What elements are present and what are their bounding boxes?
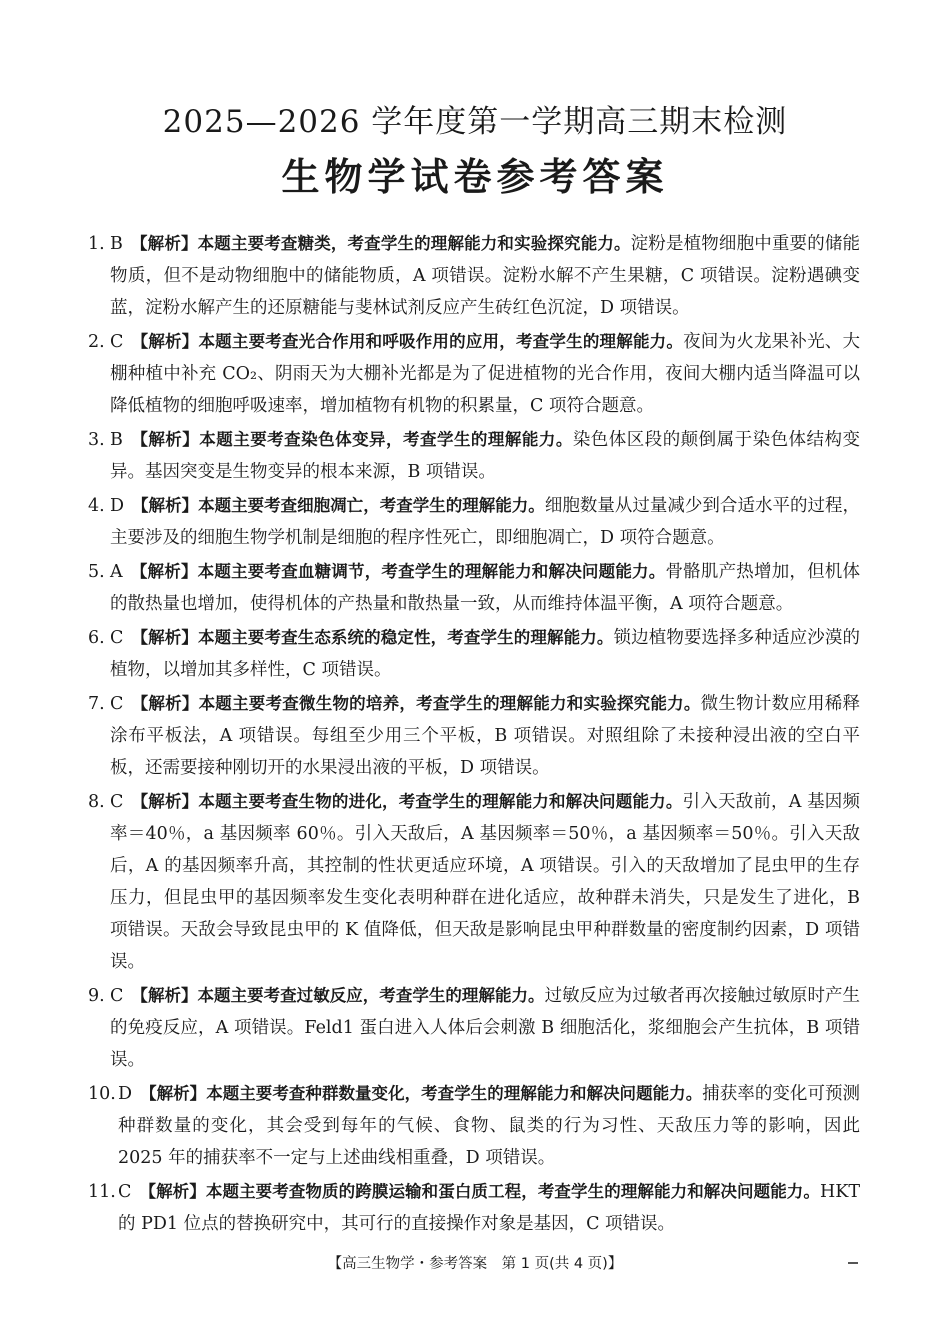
item-explanation: 夜间为火龙果补光、大棚种植中补充 CO₂、阴雨天为大棚补光都是为了促进植物的光合作用，夜间大棚内适当降温可以降低植物的细胞呼吸速率，增加植物有机物的积累量，C 项符合题意。 xyxy=(110,332,860,416)
item-focus: 【解析】本题主要考查生态系统的稳定性，考查学生的理解能力。 xyxy=(131,628,614,647)
item-number: 3. xyxy=(88,430,105,450)
item-focus: 【解析】本题主要考查种群数量变化，考查学生的理解能力和解决问题能力。 xyxy=(140,1084,703,1103)
item-explanation: 过敏反应为过敏者再次接触过敏原时产生的免疫反应，A 项错误。Feld1 蛋白进入人体后会刺激 B 细胞活化，浆细胞会产生抗体，B 项错误。 xyxy=(110,986,861,1070)
item-focus: 【解析】本题主要考查染色体变异，考查学生的理解能力。 xyxy=(130,430,573,449)
answer-item xyxy=(88,424,860,488)
item-focus: 【解析】本题主要考查细胞凋亡，考查学生的理解能力。 xyxy=(132,496,545,515)
item-answer: B xyxy=(110,234,123,254)
item-number: 10. xyxy=(88,1084,116,1104)
item-explanation: 微生物计数应用稀释涂布平板法，A 项错误。每组至少用三个平板，B 项错误。对照组除了未接种浸出液的空白平板，还需要接种刚切开的水果浸出液的平板，D 项错误。 xyxy=(110,694,861,778)
item-answer: C xyxy=(110,694,124,714)
answer-item xyxy=(88,326,860,422)
item-answer: D xyxy=(118,1084,133,1104)
item-explanation: 染色体区段的颠倒属于染色体结构变异。基因突变是生物变异的根本来源，B 项错误。 xyxy=(110,430,860,482)
item-explanation: HKT 的 PD1 位点的替换研究中，其可行的直接操作对象是基因，C 项错误。 xyxy=(118,1182,860,1234)
item-answer: D xyxy=(110,496,125,516)
item-number: 1. xyxy=(88,234,105,254)
item-explanation: 骨骼肌产热增加，但机体的散热量也增加，使得机体的产热量和散热量一致，从而维持体温平衡，A 项符合题意。 xyxy=(110,562,861,614)
item-number: 7. xyxy=(88,694,105,714)
item-focus: 【解析】本题主要考查过敏反应，考查学生的理解能力。 xyxy=(131,986,545,1005)
item-explanation: 细胞数量从过量减少到合适水平的过程，主要涉及的细胞生物学机制是细胞的程序性死亡，即细胞凋亡，D 项符合题意。 xyxy=(110,496,861,548)
answer-item xyxy=(88,1078,860,1174)
item-number: 9. xyxy=(88,986,105,1006)
item-answer: C xyxy=(118,1182,132,1202)
item-answer: A xyxy=(110,562,123,582)
corner-mark xyxy=(848,1262,858,1264)
answer-item xyxy=(88,1176,860,1240)
item-number: 5. xyxy=(88,562,105,582)
item-answer: B xyxy=(110,430,123,450)
exam-title: 2025—2026 学年度第一学期高三期末检测 xyxy=(162,104,788,140)
item-explanation: 引入天敌前，A 基因频率＝40％，a 基因频率 60％。引入天敌后，A 基因频率＝50％，a 基因频率＝50％。引入天敌后，A 的基因频率升高，其控制的性状更适应环境，A 项错误。引入的天敌增加了昆虫甲的生存压力，但昆虫甲的基因频率发生变化表明种群在进化适应，故种群未消失，只是发生了进化，B 项错误。天敌会导致昆虫甲的 K 值降低，但天敌是影响昆虫甲种群数量的密度制约因素，D 项错误。 xyxy=(110,792,861,972)
item-answer: C xyxy=(110,628,124,648)
item-number: 2. xyxy=(88,332,105,352)
item-answer: C xyxy=(110,792,124,812)
item-number: 11. xyxy=(88,1182,116,1202)
answer-item xyxy=(88,228,860,324)
document-title: 生物学试卷参考答案 xyxy=(281,154,669,199)
answer-item xyxy=(88,490,860,554)
item-focus: 【解析】本题主要考查光合作用和呼吸作用的应用，考查学生的理解能力。 xyxy=(131,332,684,351)
item-explanation: 捕获率的变化可预测种群数量的变化，其会受到每年的气候、食物、鼠类的行为习性、天敌压力等的影响，因此 2025 年的捕获率不一定与上述曲线相重叠，D 项错误。 xyxy=(118,1084,861,1168)
item-focus: 【解析】本题主要考查血糖调节，考查学生的理解能力和解决问题能力。 xyxy=(130,562,666,581)
answer-item xyxy=(88,556,860,620)
answer-item xyxy=(88,688,860,784)
item-focus: 【解析】本题主要考查生物的进化，考查学生的理解能力和解决问题能力。 xyxy=(131,792,683,811)
item-answer: C xyxy=(110,332,124,352)
item-focus: 【解析】本题主要考查物质的跨膜运输和蛋白质工程，考查学生的理解能力和解决问题能力。 xyxy=(139,1182,820,1201)
item-number: 6. xyxy=(88,628,105,648)
item-focus: 【解析】本题主要考查微生物的培养，考查学生的理解能力和实验探究能力。 xyxy=(131,694,701,713)
answer-item xyxy=(88,980,860,1076)
item-explanation: 锁边植物要选择多种适应沙漠的植物，以增加其多样性，C 项错误。 xyxy=(110,628,861,680)
item-number: 4. xyxy=(88,496,105,516)
answer-item xyxy=(88,622,860,686)
answer-list xyxy=(88,228,860,1242)
page-footer: 【高三生物学・参考答案 第 1 页(共 4 页)】 xyxy=(327,1256,623,1272)
item-explanation: 淀粉是植物细胞中重要的储能物质，但不是动物细胞中的储能物质，A 项错误。淀粉水解不产生果糖，C 项错误。淀粉遇碘变蓝，淀粉水解产生的还原糖能与斐林试剂反应产生砖红色沉淀，D 项错误。 xyxy=(110,234,861,318)
item-number: 8. xyxy=(88,792,105,812)
item-answer: C xyxy=(110,986,124,1006)
item-focus: 【解析】本题主要考查糖类，考查学生的理解能力和实验探究能力。 xyxy=(130,234,631,253)
answer-item xyxy=(88,786,860,978)
